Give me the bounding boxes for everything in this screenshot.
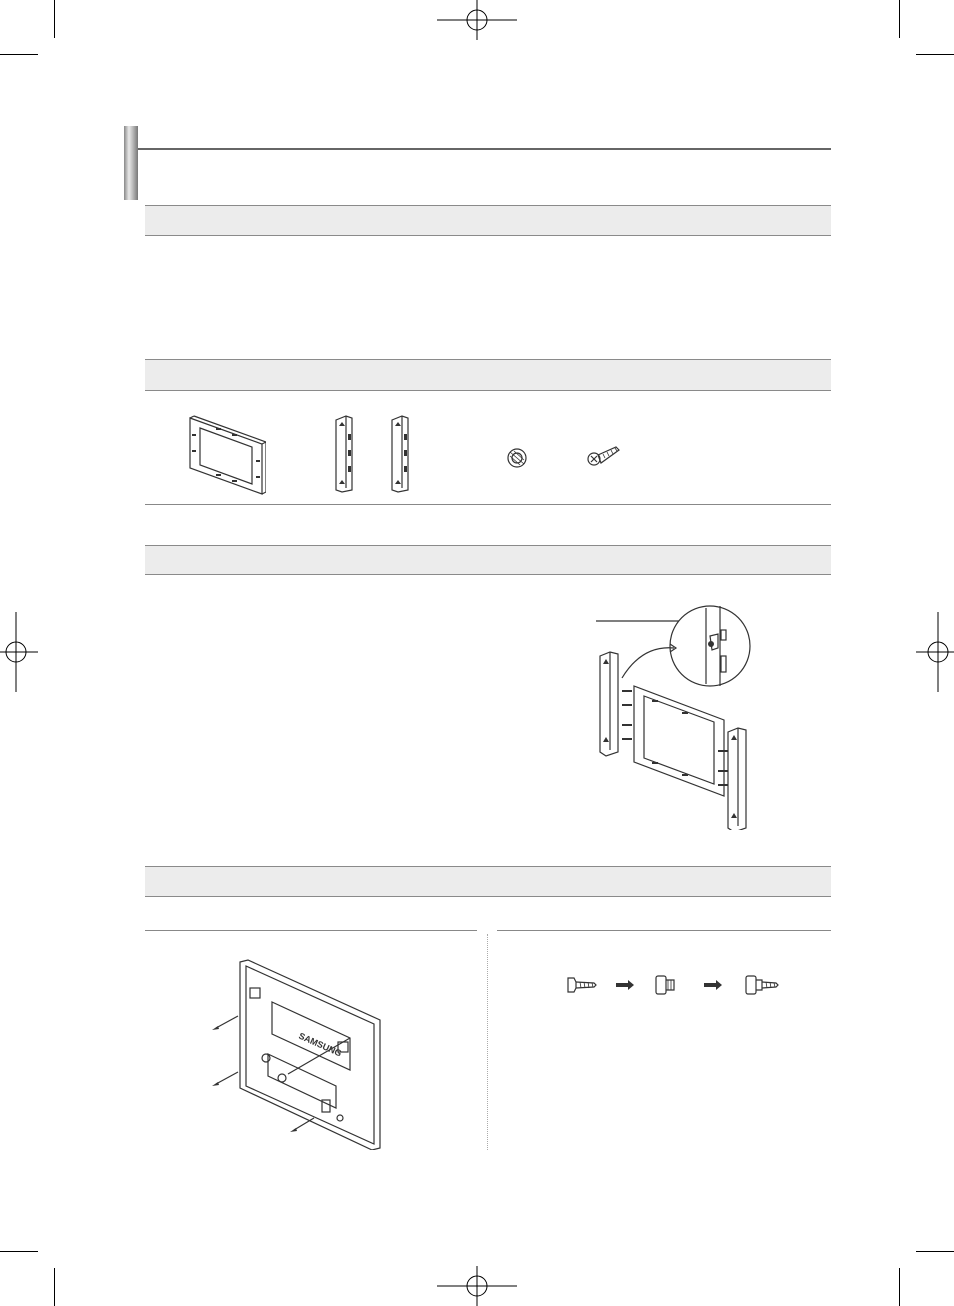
- screw-assembly-sequence-illustration: [566, 970, 780, 1000]
- crop-mark-top-right-h: [916, 54, 954, 55]
- crop-mark-bottom-left-h: [0, 1251, 38, 1252]
- plastic-hanger-illustration: [505, 446, 529, 470]
- page-header-accent-bar: [124, 126, 138, 200]
- crop-mark-bottom-right-h: [916, 1251, 954, 1252]
- page-header-rule: [138, 148, 831, 150]
- brand-mark-text: SAMSUNG: [297, 1030, 344, 1059]
- wall-bracket-illustration: [186, 414, 266, 496]
- hinge-pair-illustration: [332, 414, 416, 494]
- section-band-1: [145, 205, 831, 236]
- crop-mark-top-left-h: [0, 54, 38, 55]
- crop-mark-bottom-right-v: [899, 1268, 900, 1306]
- registration-mark-right: [914, 612, 954, 692]
- tv-rear-panel-illustration: [210, 958, 386, 1150]
- crop-mark-top-left-v: [54, 0, 55, 38]
- section-band-4: [145, 866, 831, 897]
- section-band-3: [145, 545, 831, 575]
- subsection-rule-left: [145, 930, 477, 931]
- column-divider: [487, 934, 488, 1150]
- bracket-assembly-illustration: [592, 600, 772, 830]
- screw-illustration: [586, 443, 622, 467]
- registration-mark-left: [0, 612, 40, 692]
- parts-bottom-rule: [145, 504, 831, 505]
- section-band-2: [145, 359, 831, 391]
- crop-mark-top-right-v: [899, 0, 900, 38]
- subsection-rule-right: [497, 930, 831, 931]
- registration-mark-top: [437, 0, 517, 42]
- crop-mark-bottom-left-v: [54, 1268, 55, 1306]
- registration-mark-bottom: [437, 1264, 517, 1306]
